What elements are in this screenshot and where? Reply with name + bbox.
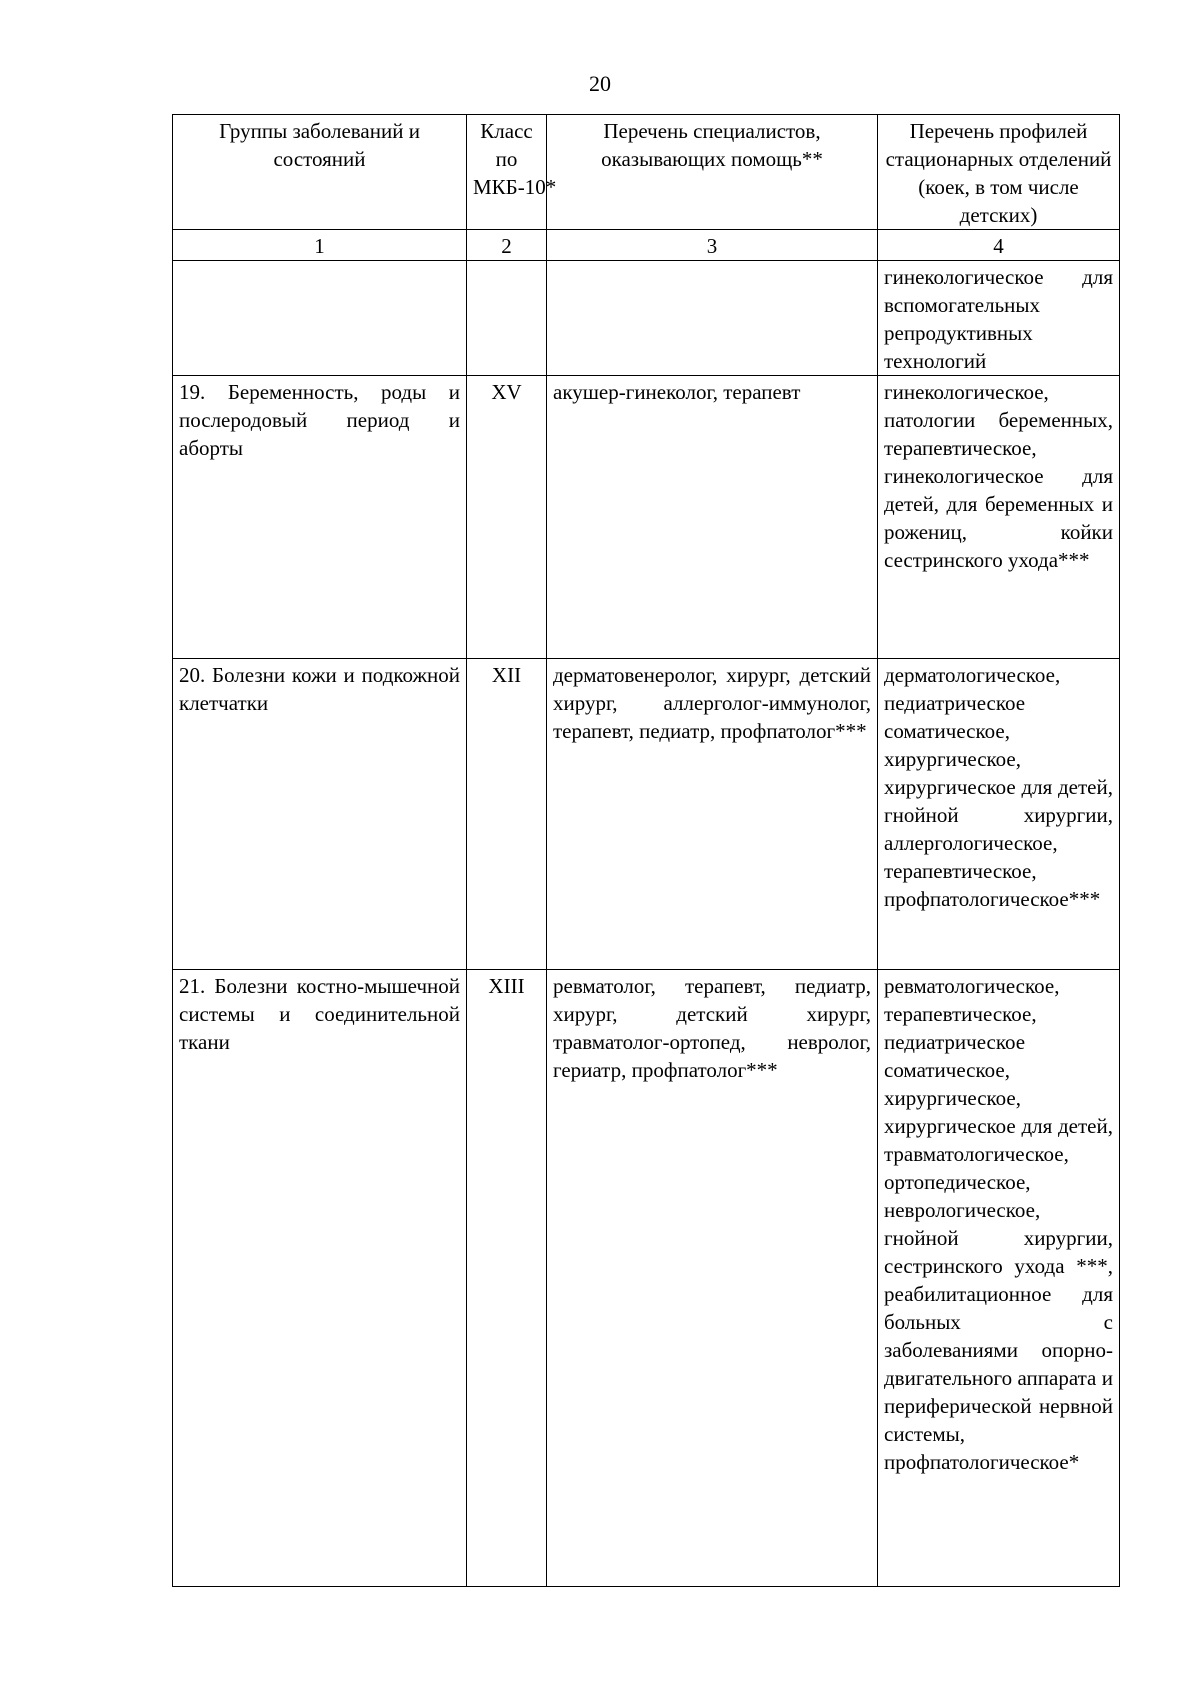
cell-icd-class: XV bbox=[467, 376, 547, 659]
cell-specialists: акушер-гинеколог, терапевт bbox=[547, 376, 878, 659]
cell-group bbox=[173, 261, 467, 376]
cell-profiles: ревматологическое, терапевтическое, педиатрическое соматическое, хирургическое, хирургическое для детей, травматологическое, ортопедическое, неврологическое, гнойной хирургии, сестринского ухода ***, реабилитационное для больных с заболеваниями опорно-двигательного аппарата и периферической нервной системы, профпатологическое* bbox=[878, 970, 1120, 1587]
table-row bbox=[173, 970, 1120, 1587]
cell-profiles: гинекологическое для вспомогательных репродуктивных технологий bbox=[878, 261, 1120, 376]
cell-specialists bbox=[547, 261, 878, 376]
cell-icd-class: XIII bbox=[467, 970, 547, 1587]
cell-icd-class bbox=[467, 261, 547, 376]
cell-profiles: гинекологическое, патологии беременных, терапевтическое, гинекологическое для детей, для беременных и рожениц, койки сестринского ухода*** bbox=[878, 376, 1120, 659]
table-row bbox=[173, 659, 1120, 970]
cell-specialists: дерматовенеролог, хирург, детский хирург, аллерголог-иммунолог, терапевт, педиатр, профпатолог*** bbox=[547, 659, 878, 970]
column-number: 2 bbox=[467, 230, 547, 261]
cell-group: 20. Болезни кожи и подкожной клетчатки bbox=[173, 659, 467, 970]
page-number: 20 bbox=[589, 71, 611, 96]
header-specialists: Перечень специалистов, оказывающих помощь** bbox=[547, 115, 878, 230]
column-number-row bbox=[173, 230, 1120, 261]
cell-group: 19. Беременность, роды и послеродовый период и аборты bbox=[173, 376, 467, 659]
table-row bbox=[173, 376, 1120, 659]
header-disease-groups: Группы заболеваний и состояний bbox=[173, 115, 467, 230]
header-icd-class: Класс по МКБ-10* bbox=[467, 115, 547, 230]
cell-profiles: дерматологическое, педиатрическое соматическое, хирургическое, хирургическое для детей, гнойной хирургии, аллергологическое, терапевтическое, профпатологическое*** bbox=[878, 659, 1120, 970]
disease-groups-table bbox=[172, 114, 1120, 1587]
column-number: 4 bbox=[878, 230, 1120, 261]
column-number: 3 bbox=[547, 230, 878, 261]
cell-icd-class: XII bbox=[467, 659, 547, 970]
table-row bbox=[173, 261, 1120, 376]
cell-group: 21. Болезни костно-мышечной системы и соединительной ткани bbox=[173, 970, 467, 1587]
table-header-row bbox=[173, 115, 1120, 230]
cell-specialists: ревматолог, терапевт, педиатр, хирург, детский хирург, травматолог-ортопед, невролог, гериатр, профпатолог*** bbox=[547, 970, 878, 1587]
header-ward-profiles: Перечень профилей стационарных отделений (коек, в том числе детских) bbox=[878, 115, 1120, 230]
column-number: 1 bbox=[173, 230, 467, 261]
